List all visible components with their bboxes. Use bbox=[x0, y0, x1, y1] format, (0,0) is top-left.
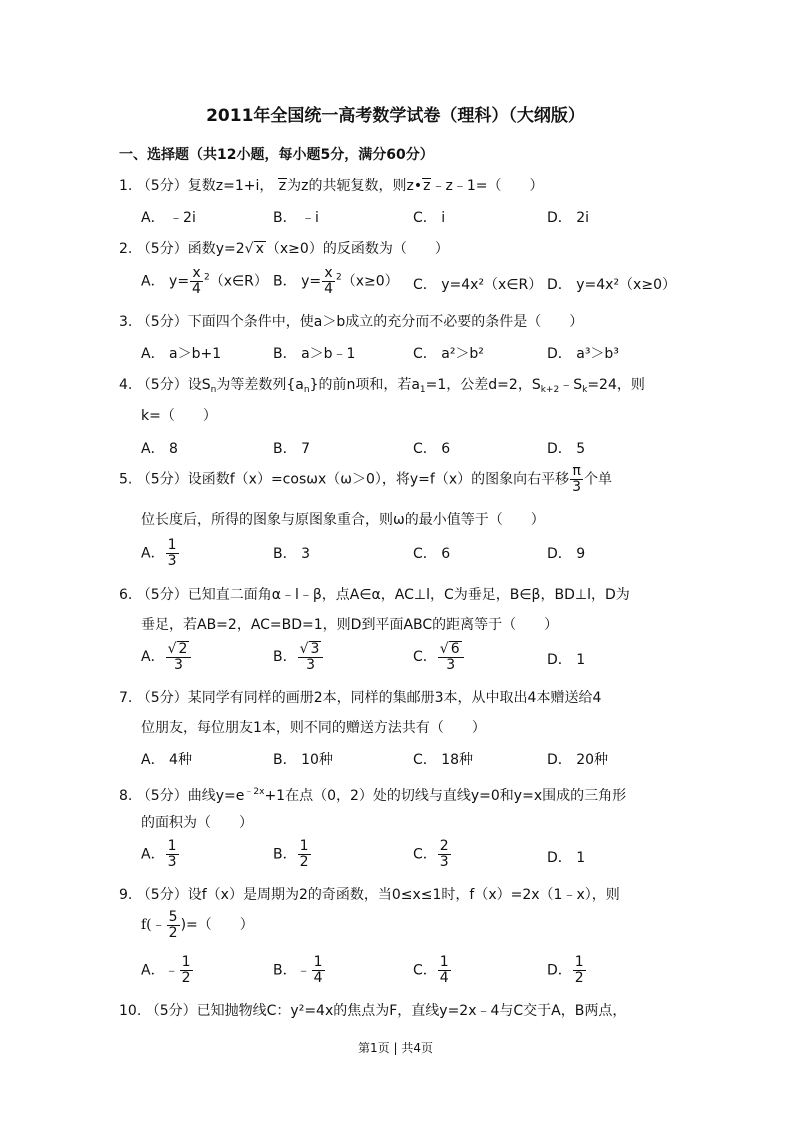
q4-option-a[interactable]: A． 8 bbox=[141, 441, 178, 457]
q2-text: （x≥0）的反函数为（ ） bbox=[265, 241, 449, 257]
q3-text: 下面四个条件中，使a＞b成立的充分而不必要的条件是（ ） bbox=[187, 314, 584, 330]
q6-option-d[interactable]: D． 1 bbox=[547, 652, 586, 668]
option-letter: C． bbox=[413, 210, 437, 226]
fraction: $\frac{x}{4}$ bbox=[324, 265, 333, 297]
q7-option-c[interactable]: C． 18种 bbox=[413, 752, 474, 768]
q5-option-c[interactable]: C． 6 bbox=[413, 546, 451, 562]
question-7: 7. （5分）某同学有同样的画册2本，同样的集邮册3本，从中取出4本赠送给4 bbox=[119, 690, 602, 706]
q9-option-a[interactable]: A．﹣ $\frac{1}{2}$ bbox=[141, 954, 191, 986]
question-6-line-2: 垂足，若AB=2，AC=BD=1，则D到平面ABC的距离等于（ ） bbox=[141, 617, 559, 633]
option-letter: B． bbox=[273, 210, 297, 226]
q2-option-c[interactable] bbox=[413, 276, 542, 294]
question-5-line-2: 位长度后，所得的图象与原图象重合，则ω的最小值等于（ ） bbox=[141, 512, 545, 528]
q2-coef: 2 bbox=[235, 241, 245, 257]
q6-option-a[interactable]: A． $\frac{√ 2}{3}$ bbox=[141, 641, 192, 673]
fraction: $\frac{√ 3}{3}$ bbox=[298, 641, 324, 673]
option-letter: D． bbox=[547, 346, 572, 362]
q3-option-d[interactable] bbox=[547, 345, 619, 363]
points-label: （5分） bbox=[136, 788, 188, 804]
q9-option-d[interactable]: D． $\frac{1}{2}$ bbox=[547, 954, 584, 986]
option-text: y= bbox=[169, 273, 190, 290]
q8-option-c[interactable]: C． $\frac{2}{3}$ bbox=[413, 838, 449, 870]
page-title: 2011年全国统一高考数学试卷（理科）（大纲版） bbox=[206, 106, 585, 126]
question-number: 1. bbox=[119, 178, 133, 194]
question-number: 3. bbox=[119, 314, 133, 330]
q1-text: 为z的共轭复数，则z• bbox=[287, 178, 423, 194]
option-letter: A． bbox=[141, 273, 165, 290]
q9-option-b[interactable]: B．﹣ $\frac{1}{4}$ bbox=[273, 954, 323, 986]
q3-option-a[interactable] bbox=[141, 345, 221, 363]
q6-option-c[interactable]: C． $\frac{√ 6}{3}$ bbox=[413, 641, 465, 673]
question-3 bbox=[119, 313, 583, 331]
q9-option-c[interactable]: C． $\frac{1}{4}$ bbox=[413, 954, 449, 986]
points-label: （5分） bbox=[136, 887, 188, 903]
q3-option-c[interactable] bbox=[413, 345, 484, 363]
fraction: $\frac{x}{4}$ bbox=[192, 265, 201, 297]
z-conjugate: z bbox=[278, 178, 287, 194]
question-number: 4. bbox=[119, 377, 133, 393]
option-text: （x≥0） bbox=[341, 273, 399, 290]
q7-option-b[interactable]: B． 10种 bbox=[273, 752, 333, 768]
q7-option-a[interactable]: A． 4种 bbox=[141, 752, 192, 768]
option-text: （x∈R） bbox=[209, 273, 268, 290]
option-text: y=4x²（x∈R） bbox=[441, 277, 543, 293]
question-number: 2. bbox=[119, 241, 133, 257]
q2-option-a[interactable] bbox=[141, 266, 268, 297]
option-letter: B． bbox=[273, 273, 297, 290]
exponent: 2 bbox=[203, 272, 210, 283]
q4-option-b[interactable]: B． 7 bbox=[273, 441, 310, 457]
option-letter: D． bbox=[547, 210, 572, 226]
q2-text: 函数y= bbox=[187, 241, 236, 257]
q2-radicand: x bbox=[255, 241, 264, 257]
question-number: 5. bbox=[119, 471, 133, 488]
q8-option-d[interactable]: D． 1 bbox=[547, 850, 586, 866]
option-text: y=4x²（x≥0） bbox=[576, 277, 676, 293]
question-4: 4. （5分）设$S_n$为等差数列$\{a_n\}$的前n项和，若$a_1=1$，公差d=2，$S_{k+2}﹣S_k=24$，则 bbox=[119, 377, 645, 395]
q1-text: ﹣z﹣1=（ ） bbox=[431, 178, 544, 194]
question-10: 10. （5分）已知抛物线C：y²=4x的焦点为F，直线y=2x﹣4与C交于A，B两点， bbox=[119, 1003, 627, 1019]
option-letter: A． bbox=[141, 346, 165, 362]
q2-option-b[interactable] bbox=[273, 266, 399, 297]
q1-option-d[interactable] bbox=[547, 209, 589, 227]
option-text: ﹣i bbox=[301, 210, 319, 226]
question-7-line-2: 位朋友，每位朋友1本，则不同的赠送方法共有（ ） bbox=[141, 720, 486, 736]
q8-option-b[interactable]: B． $\frac{1}{2}$ bbox=[273, 838, 309, 870]
q6-option-b[interactable]: B． $\frac{√ 3}{3}$ bbox=[273, 641, 324, 673]
option-text: a＞b﹣1 bbox=[301, 346, 356, 362]
fraction: $\frac{1}{3}$ bbox=[167, 537, 177, 569]
q4-option-c[interactable]: C． 6 bbox=[413, 441, 451, 457]
question-8: 8. （5分）曲线$y=e^{﹣2x}+1$在点（0，2）处的切线与直线y=0和y=x围成的三角形 bbox=[119, 787, 627, 804]
sqrt-sign: √ bbox=[244, 241, 254, 257]
question-number: 9. bbox=[119, 887, 133, 903]
points-label: （5分） bbox=[136, 377, 188, 393]
option-letter: B． bbox=[273, 346, 297, 362]
points-label: （5分） bbox=[136, 178, 188, 194]
question-4-line-2: k=（ ） bbox=[141, 408, 217, 424]
option-letter: D． bbox=[547, 277, 572, 293]
question-9-line-2: f(﹣ $\frac{5}{2}$ )=（ ） bbox=[141, 908, 254, 941]
option-text: a²＞b² bbox=[441, 346, 484, 362]
q1-text: 复数z=1+i， bbox=[187, 178, 274, 194]
option-text: y= bbox=[301, 273, 322, 290]
question-9: 9. （5分）设f（x）是周期为2的奇函数，当0≤x≤1时，f（x）=2x（1﹣x），则 bbox=[119, 887, 620, 903]
q5-option-d[interactable]: D． 9 bbox=[547, 546, 586, 562]
q1-option-a[interactable] bbox=[141, 209, 196, 227]
q4-option-d[interactable]: D． 5 bbox=[547, 441, 586, 457]
question-number: 6. bbox=[119, 587, 133, 603]
points-label: （5分） bbox=[136, 314, 188, 330]
page-footer: 第1页 | 共4页 bbox=[358, 1041, 433, 1055]
option-text: a＞b+1 bbox=[169, 346, 222, 362]
q3-option-b[interactable] bbox=[273, 345, 355, 363]
question-1 bbox=[119, 177, 543, 195]
option-letter: C． bbox=[413, 346, 437, 362]
points-label: （5分） bbox=[136, 241, 188, 257]
option-text: a³＞b³ bbox=[576, 346, 619, 362]
question-2 bbox=[119, 240, 449, 258]
points-label: （5分） bbox=[136, 471, 188, 488]
question-5: 5. （5分）设函数f（x）=cosωx（ω＞0），将y=f（x）的图象向右平移 $\frac{\pi}{3}$ 个单 bbox=[119, 463, 613, 495]
fraction: $\frac{√ 2}{3}$ bbox=[166, 641, 192, 673]
q1-option-b[interactable] bbox=[273, 209, 319, 227]
q2-option-d[interactable] bbox=[547, 276, 676, 294]
option-text: i bbox=[441, 210, 446, 226]
exponent: 2 bbox=[336, 272, 342, 283]
option-text: ﹣2i bbox=[169, 210, 196, 226]
q5-option-a[interactable]: A． $\frac{1}{3}$ bbox=[141, 537, 177, 569]
z-conjugate: z bbox=[423, 178, 431, 194]
points-label: （5分） bbox=[145, 1003, 197, 1019]
points-label: （5分） bbox=[136, 690, 188, 706]
question-8-line-2: 的面积为（ ） bbox=[141, 815, 253, 831]
option-letter: C． bbox=[413, 277, 437, 293]
q7-option-d[interactable]: D． 20种 bbox=[547, 752, 609, 768]
question-6: 6. （5分）已知直二面角α﹣l﹣β，点A∈α，AC⊥l，C为垂足，B∈β，BD⊥l，D为 bbox=[119, 587, 630, 603]
question-number: 10. bbox=[119, 1003, 142, 1019]
q1-option-c[interactable] bbox=[413, 209, 445, 227]
fraction-pi-over-3: $\frac{\pi}{3}$ bbox=[572, 463, 582, 495]
option-text: 2i bbox=[576, 210, 590, 226]
q8-option-a[interactable]: A． $\frac{1}{3}$ bbox=[141, 838, 177, 870]
section-heading: 一、选择题（共12小题，每小题5分，满分60分） bbox=[119, 147, 434, 163]
question-number: 7. bbox=[119, 690, 133, 706]
question-number: 8. bbox=[119, 788, 133, 804]
option-letter: A． bbox=[141, 210, 165, 226]
fraction: $\frac{√ 6}{3}$ bbox=[438, 641, 464, 673]
points-label: （5分） bbox=[136, 587, 188, 603]
q5-option-b[interactable]: B． 3 bbox=[273, 546, 310, 562]
